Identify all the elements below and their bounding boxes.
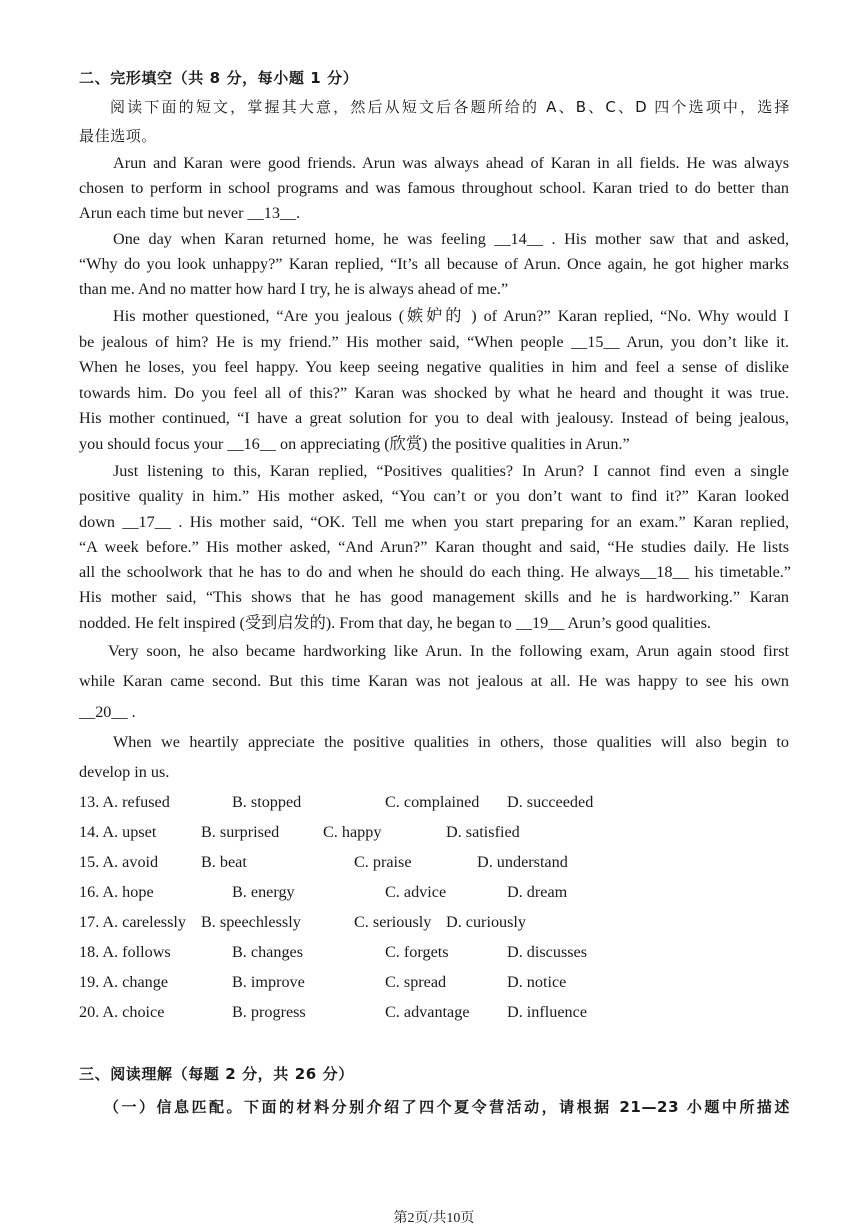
question-options-14 (79, 822, 779, 842)
option-a: 15. A. avoid (79, 853, 159, 871)
passage-line: “A week before.” His mother asked, “And Arun?” Karan thought and said, “He studies daily. He lists (79, 538, 789, 556)
option-d: D. discusses (507, 943, 588, 961)
option-b: B. progress (232, 1003, 306, 1021)
question-options-19 (79, 972, 779, 992)
option-c: C. seriously (354, 913, 432, 931)
page-number: 第2页/共10页 (393, 1211, 475, 1226)
option-c: C. happy (323, 823, 382, 841)
option-a: 13. A. refused (79, 793, 170, 811)
passage-line: towards him. Do you feel all of this?” Karan was shocked by what he heard and thought it was true. (79, 384, 789, 402)
option-b: B. stopped (232, 793, 302, 811)
option-c: C. forgets (385, 943, 449, 961)
section2-instruction-cont: 最佳选项。 (79, 127, 158, 145)
option-c: C. spread (385, 973, 447, 991)
option-a: 18. A. follows (79, 943, 171, 961)
option-b: B. changes (232, 943, 304, 961)
option-b: B. speechlessly (201, 913, 301, 931)
passage-line: chosen to perform in school programs and was famous throughout school. Karan tried to do better than (79, 179, 789, 197)
passage-line: down __17__ . His mother said, “OK. Tell me when you start preparing for an exam.” Karan replied, (79, 513, 789, 531)
option-a: 20. A. choice (79, 1003, 165, 1021)
section2-heading: 二、完形填空（共 8 分，每小题 1 分） (79, 69, 359, 87)
option-c: C. advice (385, 883, 447, 901)
passage-line: Very soon, he also became hardworking like Arun. In the following exam, Arun again stood first (108, 642, 789, 660)
passage-line: His mother questioned, “Are you jealous (嫉妒的 ) of Arun?” Karan replied, “No. Why would I (113, 307, 789, 325)
passage-line: When we heartily appreciate the positive qualities in others, those qualities will also begin to (113, 733, 789, 751)
passage-line: “Why do you look unhappy?” Karan replied, “It’s all because of Arun. Once again, he got higher marks (79, 255, 789, 273)
option-d: D. understand (477, 853, 568, 871)
section2-instruction: 阅读下面的短文，掌握其大意，然后从短文后各题所给的 A、B、C、D 四个选项中，选择 (110, 98, 790, 116)
option-d: D. succeeded (507, 793, 594, 811)
option-c: C. complained (385, 793, 480, 811)
option-d: D. dream (507, 883, 568, 901)
passage-line: while Karan came second. But this time Karan was not jealous at all. He was happy to see his own (79, 672, 789, 690)
question-options-20 (79, 1002, 779, 1022)
passage-line: Arun each time but never __13__. (79, 204, 301, 222)
passage-line: His mother said, “This shows that he has good management skills and he is hardworking.” Karan (79, 588, 789, 606)
passage-line: nodded. He felt inspired (受到启发的). From that day, he began to __19__ Arun’s good qualities. (79, 614, 711, 632)
option-b: B. beat (201, 853, 247, 871)
question-options-17 (79, 912, 779, 932)
option-d: D. satisfied (446, 823, 520, 841)
option-b: B. surprised (201, 823, 280, 841)
option-d: D. notice (507, 973, 567, 991)
option-d: D. curiously (446, 913, 527, 931)
passage-line: positive quality in him.” His mother asked, “You can’t or you don’t want to find it?” Karan looked (79, 487, 789, 505)
passage-line: One day when Karan returned home, he was feeling __14__ . His mother saw that and asked, (113, 230, 789, 248)
section3-heading: 三、阅读理解（每题 2 分，共 26 分） (79, 1065, 354, 1083)
option-a: 16. A. hope (79, 883, 154, 901)
option-a: 17. A. carelessly (79, 913, 186, 931)
option-b: B. improve (232, 973, 305, 991)
option-c: C. advantage (385, 1003, 470, 1021)
passage-line: you should focus your __16__ on appreciating (欣赏) the positive qualities in Arun.” (79, 435, 630, 453)
passage-line: develop in us. (79, 763, 170, 781)
option-d: D. influence (507, 1003, 588, 1021)
passage-line: __20__ . (79, 703, 136, 721)
passage-line: Just listening to this, Karan replied, “Positives qualities? In Arun? I cannot find even a single (113, 462, 789, 480)
passage-line: be jealous of him? He is my friend.” His mother said, “When people __15__ Arun, you don’t like it. (79, 333, 789, 351)
option-a: 19. A. change (79, 973, 169, 991)
question-options-16 (79, 882, 779, 902)
section3-sub-instruction: （一）信息匹配。下面的材料分别介绍了四个夏令营活动，请根据 21—23 小题中所描述 (104, 1098, 790, 1116)
passage-line: than me. And no matter how hard I try, he is always ahead of me.” (79, 280, 509, 298)
question-options-15 (79, 852, 779, 872)
passage-line: His mother continued, “I have a great solution for you to deal with jealousy. Instead of being jealous, (79, 409, 789, 427)
option-c: C. praise (354, 853, 412, 871)
passage-line: Arun and Karan were good friends. Arun was always ahead of Karan in all fields. He was always (113, 154, 789, 172)
passage-line: all the schoolwork that he has to do and when he should do each thing. He always__18__ his timetable.” (79, 563, 791, 581)
passage-line: When he loses, you feel happy. You keep seeing negative qualities in him and feel a sense of dislike (79, 358, 789, 376)
option-b: B. energy (232, 883, 295, 901)
question-options-18 (79, 942, 779, 962)
question-options-13 (79, 792, 779, 812)
option-a: 14. A. upset (79, 823, 157, 841)
